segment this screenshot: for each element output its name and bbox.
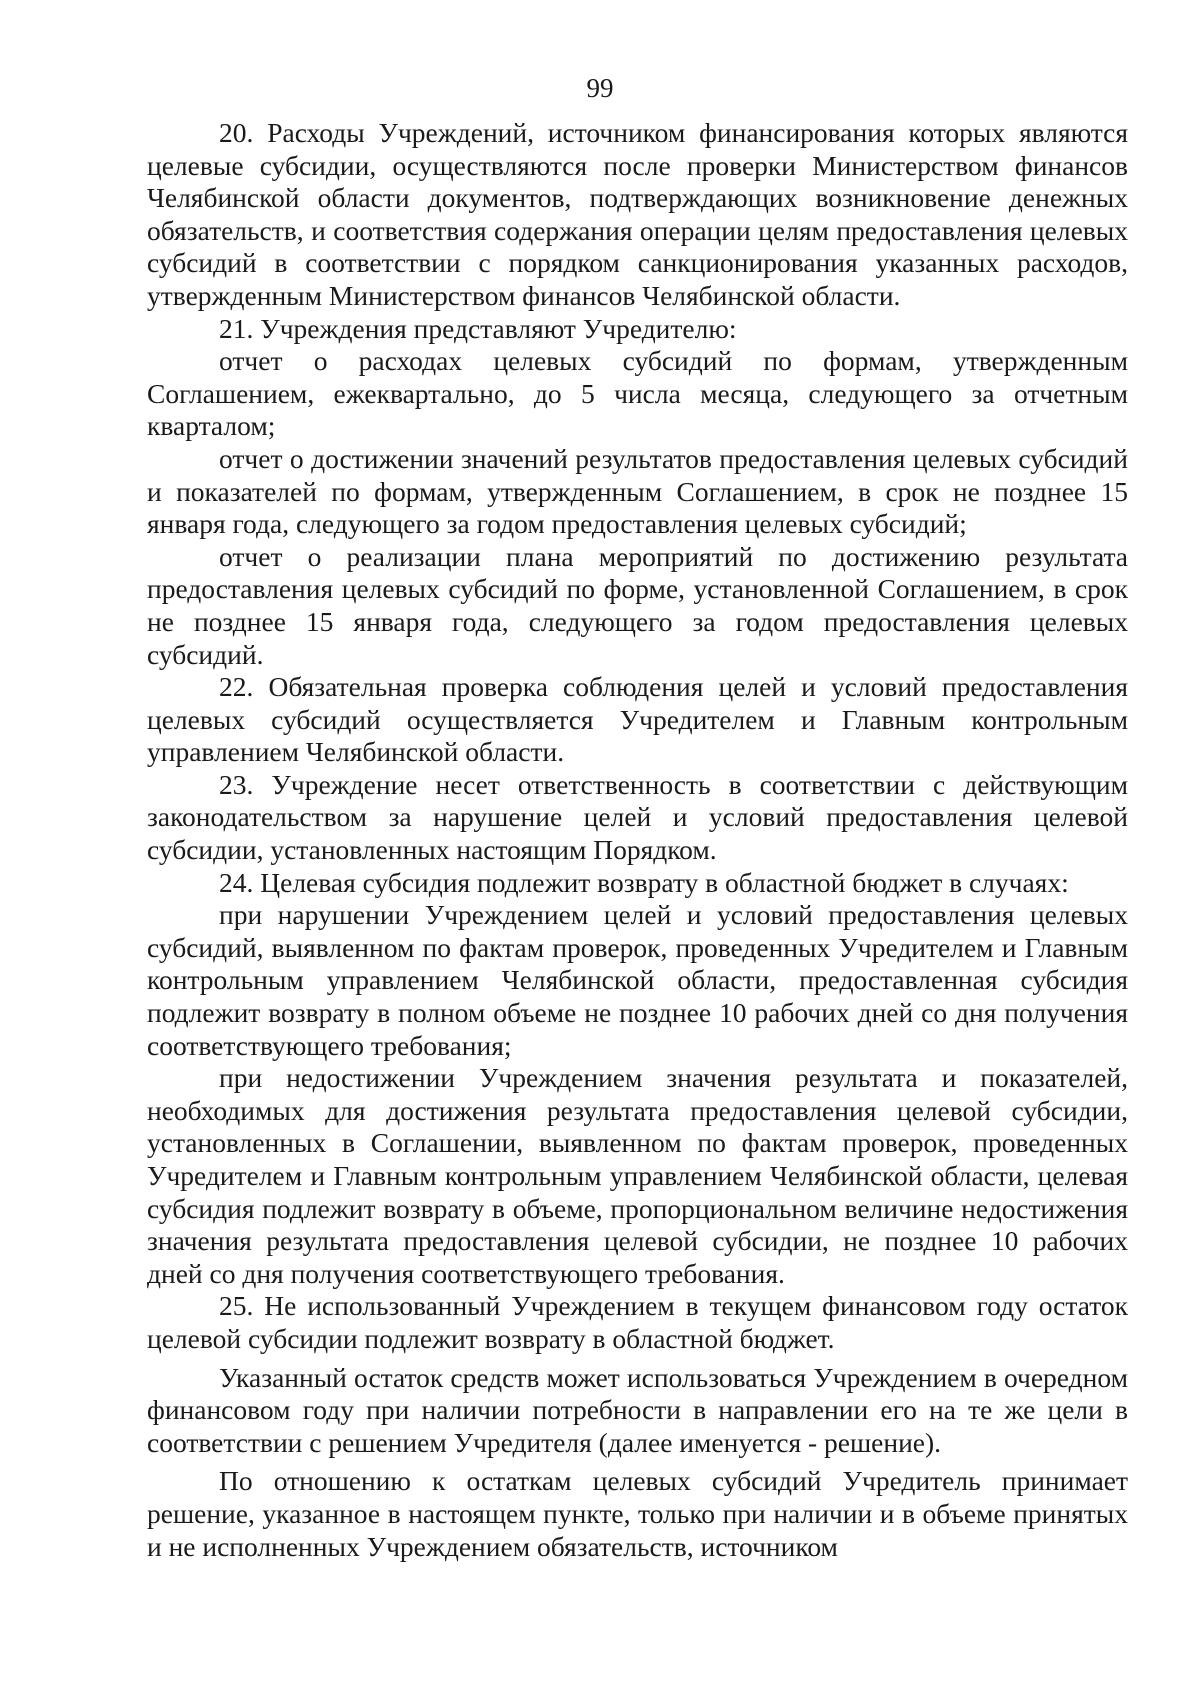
paragraph-23: 23. Учреждение несет ответственность в соответствии с действующим законодательством за нарушение целей и условий предоставления целевой субсидии, установленных настоящим Порядком. (147, 768, 1128, 866)
paragraph-20: 20. Расходы Учреждений, источником финансирования которых являются целевые субсидии, осуществляются после проверки Министерством финансов Челябинской области документов, подтверждающих возникновение денежных обязательств, и соответствия содержания операции целям предоставления целевых субсидий в соответствии с порядком санкционирования указанных расходов, утвержденным Министерством финансов Челябинской области. (147, 117, 1128, 311)
document-body (147, 117, 1128, 1563)
paragraph-21: 21. Учреждения представляют Учредителю: (219, 312, 737, 344)
paragraph-22: 22. Обязательная проверка соблюдения целей и условий предоставления целевых субсидий осуществляется Учредителем и Главным контрольным управлением Челябинской области. (147, 671, 1128, 768)
paragraph-21-report-plan: отчет о реализации плана мероприятий по достижению результата предоставления целевых субсидий по форме, установленной Соглашением, в срок не позднее 15 января года, следующего за годом предоставления целевых субсидий. (147, 540, 1128, 670)
paragraph-24: 24. Целевая субсидия подлежит возврату в областной бюджет в случаях: (219, 866, 1069, 898)
paragraph-25-decision: По отношению к остаткам целевых субсидий Учредитель принимает решение, указанное в настоящем пункте, только при наличии и в объеме принятых и не исполненных Учреждением обязательств, источником (147, 1465, 1128, 1562)
paragraph-21-report-expenses: отчет о расходах целевых субсидий по формам, утвержденным Соглашением, ежеквартально, до 5 числа месяца, следующего за отчетным кварталом; (147, 345, 1128, 442)
paragraph-24-nonachievement: при недостижении Учреждением значения результата и показателей, необходимых для достижения результата предоставления целевой субсидии, установленных в Соглашении, выявленном по фактам проверок, проведенных Учредителем и Главным контрольным управлением Челябинской области, целевая субсидия подлежит возврату в объеме, пропорциональном величине недостижения значения результата предоставления целевой субсидии, не позднее 10 рабочих дней со дня получения соответствующего требования. (147, 1062, 1128, 1289)
paragraph-24-violation: при нарушении Учреждением целей и условий предоставления целевых субсидий, выявленном по фактам проверок, проведенных Учредителем и Главным контрольным управлением Челябинской области, предоставленная субсидия подлежит возврату в полном объеме не позднее 10 рабочих дней со дня получения соответствующего требования; (147, 899, 1128, 1061)
paragraph-25-remainder: Указанный остаток средств может использоваться Учреждением в очередном финансовом году при наличии потребности в направлении его на те же цели в соответствии с решением Учредителя (далее именуется - решение). (147, 1361, 1128, 1458)
page-number: 99 (586, 73, 614, 103)
paragraph-21-report-results: отчет о достижении значений результатов предоставления целевых субсидий и показателей по формам, утвержденным Соглашением, в срок не позднее 15 января года, следующего за годом предоставления целевых субсидий; (147, 442, 1128, 540)
paragraph-25: 25. Не использованный Учреждением в текущем финансовом году остаток целевой субсидии подлежит возврату в областной бюджет. (147, 1290, 1128, 1354)
